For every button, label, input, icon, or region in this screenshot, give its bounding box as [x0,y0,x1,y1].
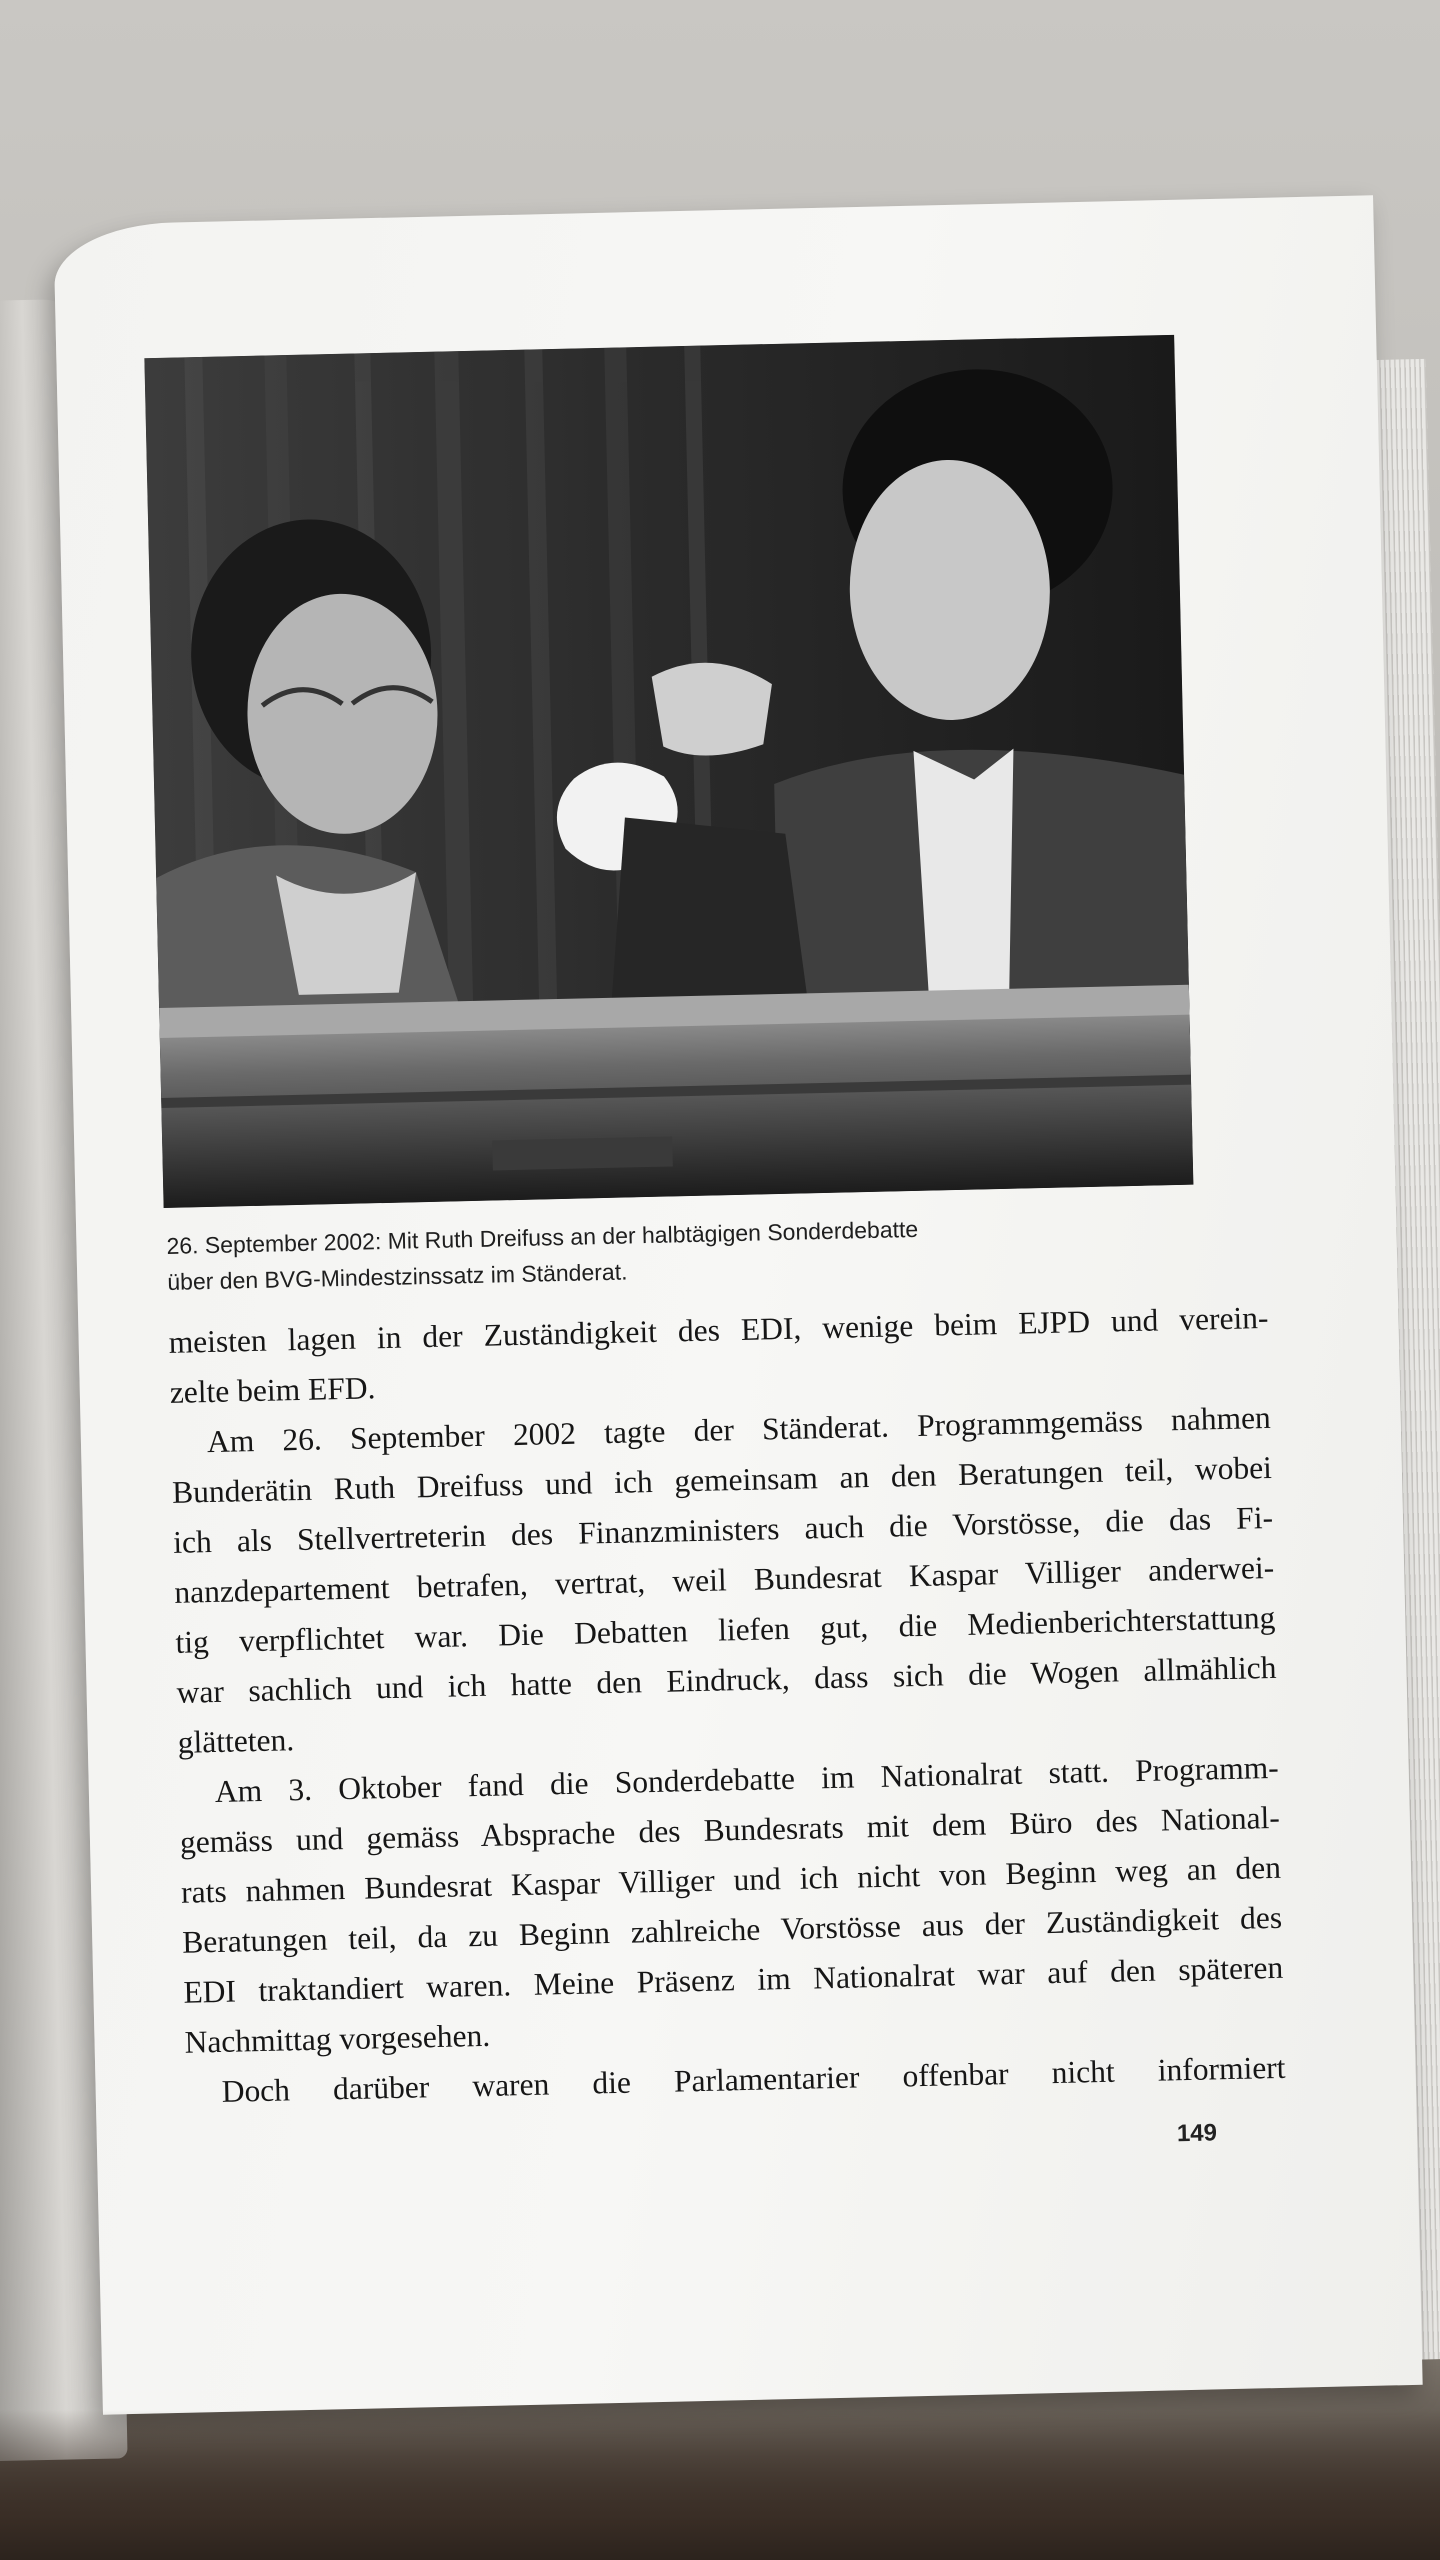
text-line: war sachlich und ich hatte den Eindruck, dass sich die Wogen allmählich [176,1649,1277,1710]
text-line: nanzdepartement betrafen, vertrat, weil Bundesrat Kaspar Villiger anderwei- [173,1549,1275,1610]
text-line: gemäss und gemäss Absprache des Bundesrats mit dem Büro des National- [179,1799,1281,1860]
book-page [53,195,1422,2414]
text-line: Nachmittag vorgesehen. [184,2017,491,2060]
text-line: meisten lagen in der Zuständigkeit des EDI, wenige beim EJPD und verein- [168,1299,1269,1360]
text-line: Beratungen teil, da zu Beginn zahlreiche Vorstösse aus der Zuständigkeit des [181,1899,1283,1960]
caption-line: über den BVG-Mindestzinssatz im Ständerat. [167,1258,628,1295]
photograph-icon [144,335,1193,1208]
body-text [168,1293,1286,2118]
text-line: ich als Stellvertreterin des Finanzministers auch die Vorstösse, die das Fi- [172,1499,1274,1560]
text-line: glätteten. [177,1722,295,1760]
text-line: rats nahmen Bundesrat Kaspar Villiger und ich nicht von Beginn weg an den [180,1849,1282,1910]
photo-caption [166,1204,1207,1300]
text-line: Bunderätin Ruth Dreifuss und ich gemeinsam an den Beratungen teil, wobei [171,1449,1273,1510]
caption-line: 26. September 2002: Mit Ruth Dreifuss an der halbtägigen Sonderdebatte [166,1215,919,1259]
text-line: tig verpflichtet war. Die Debatten liefen gut, die Medienberichterstattung [175,1599,1276,1660]
text-line: zelte beim EFD. [169,1370,376,1410]
text-line: Am 26. September 2002 tagte der Ständerat. Programmgemäss nahmen [206,1399,1272,1460]
table-surface [0,2410,1440,2560]
black-white-photograph [144,335,1193,1208]
text-line: Am 3. Oktober fand die Sonderdebatte im Nationalrat statt. Programm- [214,1749,1280,1809]
text-line: Doch darüber waren die Parlamentarier offenbar nicht informiert [221,2049,1286,2109]
text-line: EDI traktandiert waren. Meine Präsenz im Nationalrat war auf den späteren [183,1949,1284,2010]
page-number: 149 [1176,2119,1218,2148]
